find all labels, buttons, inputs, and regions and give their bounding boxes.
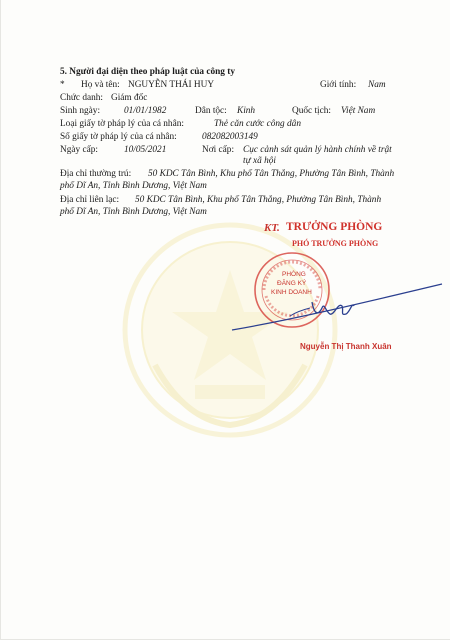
nationality-value: Việt Nam	[341, 106, 376, 116]
signer-name: Nguyễn Thị Thanh Xuân	[300, 342, 392, 351]
signature-subtitle: PHÓ TRƯỞNG PHÒNG	[292, 239, 379, 248]
ethnicity-value: Kinh	[237, 106, 256, 116]
idtype-label: Loại giấy tờ pháp lý của cá nhân:	[60, 119, 184, 129]
contact-address-value-2: phố Dĩ An, Tỉnh Bình Dương, Việt Nam	[60, 207, 207, 217]
name-label: Họ và tên:	[81, 80, 120, 90]
issue-date-label: Ngày cấp:	[60, 145, 98, 155]
section-heading: 5. Người đại diện theo pháp luật của công ty	[60, 67, 235, 77]
nationality-label: Quốc tịch:	[292, 106, 331, 116]
issue-date-value: 10/05/2021	[124, 145, 167, 155]
dob-label: Sinh ngày:	[60, 106, 101, 116]
signature-title: TRƯỞNG PHÒNG	[286, 221, 383, 233]
handwritten-signature	[230, 272, 445, 342]
dob-value: 01/01/1982	[124, 106, 167, 116]
idnum-value: 082082003149	[202, 132, 258, 142]
issue-place-label: Nơi cấp:	[202, 145, 235, 155]
contact-address-value-1: 50 KDC Tân Bình, Khu phố Tân Thắng, Phường Tân Bình, Thành	[135, 195, 382, 205]
gender-value: Nam	[368, 80, 386, 90]
issue-place-value-2: tự xã hội	[243, 156, 276, 166]
name-value: NGUYỄN THÁI HUY	[128, 80, 215, 90]
stamp-text-line-2: ĐĂNG KÝ	[277, 280, 307, 287]
bullet-marker: *	[60, 80, 65, 90]
stamp-text-line-3: KINH DOANH	[271, 289, 312, 296]
position-label: Chức danh:	[60, 93, 103, 103]
contact-address-label: Địa chỉ liên lạc:	[60, 195, 120, 205]
idnum-label: Số giấy tờ pháp lý của cá nhân:	[60, 132, 177, 142]
position-value: Giám đốc	[111, 93, 148, 103]
signature-initials: KT.	[264, 222, 280, 234]
perm-address-value-1: 50 KDC Tân Bình, Khu phố Tân Thắng, Phường Tân Bình, Thành	[148, 169, 395, 179]
gender-label: Giới tính:	[320, 80, 357, 90]
ethnicity-label: Dân tộc:	[195, 106, 227, 116]
idtype-value: Thẻ căn cước công dân	[214, 119, 301, 129]
perm-address-value-2: phố Dĩ An, Tỉnh Bình Dương, Việt Nam	[60, 181, 207, 191]
issue-place-value-1: Cục cảnh sát quản lý hành chính về trật	[243, 145, 392, 155]
perm-address-label: Địa chỉ thường trú:	[60, 169, 132, 179]
stamp-text-line-1: PHÒNG	[282, 271, 306, 278]
